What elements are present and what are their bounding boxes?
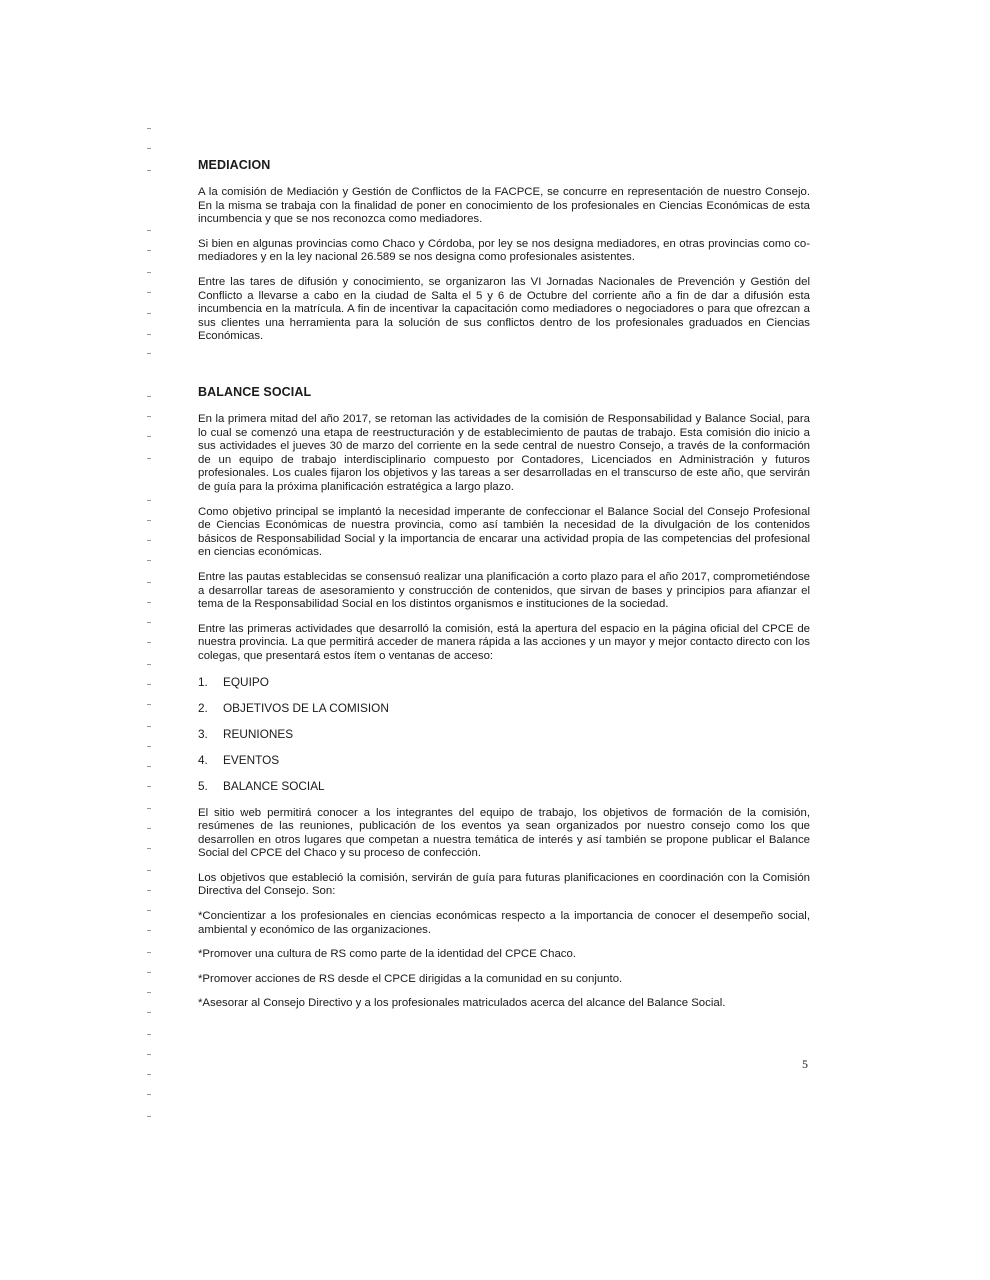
list-item-number: 3. (198, 726, 208, 741)
section-title-balance-social: BALANCE SOCIAL (198, 385, 312, 399)
section-mediacion (198, 158, 810, 344)
objective-item: *Concientizar a los profesionales en ciencias económicas respecto a la importancia de conocer el desempeño social, ambiental y económico de las organizaciones. (198, 910, 810, 936)
list-item (198, 753, 810, 779)
list-item-number: 1. (198, 674, 208, 689)
paragraph: Entre las tares de difusión y conocimiento, se organizaron las VI Jornadas Nacionales de Prevención y Gestión del Conflicto a llevarse a cabo en la ciudad de Salta el 5 y 6 de Octubre del corriente año a fin de dar a difusión esta incumbencia en la matrícula. A fin de incentivar la capacitación como mediadores o negociadores o para que ofrezcan a sus clientes una herramienta para la solución de sus conflictos dentro de los profesionales graduados en Ciencias Económicas. (198, 275, 810, 343)
objective-item: *Asesorar al Consejo Directivo y a los profesionales matriculados acerca del alcance del Balance Social. (198, 997, 726, 1010)
paragraph: Como objetivo principal se implantó la necesidad imperante de confeccionar el Balance Social del Consejo Profesional de Ciencias Económicas de nuestra provincia, como así también la necesidad de la divulgación de los contenidos básicos de Responsabilidad Social y la importancia de encarar una actividad propia de las competencias del profesional en ciencias económicas. (198, 505, 810, 559)
list-item (198, 779, 810, 805)
page-number: 5 (802, 1057, 808, 1071)
list-item-number: 2. (198, 700, 208, 715)
list-item (198, 675, 810, 701)
section-title-mediacion: MEDIACION (198, 158, 271, 172)
paragraph: A la comisión de Mediación y Gestión de Conflictos de la FACPCE, se concurre en representación de nuestro Consejo. En la misma se trabaja con la finalidad de poner en conocimiento de los profesionales en Ciencias Económicas de esta incumbencia y que se nos reconozca como mediadores. (198, 186, 810, 226)
paragraph: Entre las primeras actividades que desarrolló la comisión, está la apertura del espacio en la página oficial del CPCE de nuestra provincia. La que permitirá acceder de manera rápida a las acciones y un mayor y mejor contacto directo con los colegas, que presentará estos ítem o ventanas de acceso: (198, 622, 810, 662)
list-item-text: REUNIONES (223, 726, 294, 741)
list-item-number: 5. (198, 778, 208, 793)
list-item (198, 701, 810, 727)
list-item-number: 4. (198, 752, 208, 767)
list-item-text: EQUIPO (223, 674, 269, 689)
list-item-text: BALANCE SOCIAL (223, 778, 325, 793)
paragraph: Si bien en algunas provincias como Chaco y Córdoba, por ley se nos designa mediadores, en otras provincias como co-mediadores y en la ley nacional 26.589 se nos designa como profesionales asistentes. (198, 237, 810, 264)
objective-item: *Promover acciones de RS desde el CPCE dirigidas a la comunidad en su conjunto. (198, 972, 623, 985)
access-items-list (198, 675, 810, 805)
objective-item: *Promover una cultura de RS como parte de la identidad del CPCE Chaco. (198, 948, 576, 961)
list-item-text: OBJETIVOS DE LA COMISION (223, 700, 389, 715)
section-balance-social (198, 385, 810, 1022)
list-item (198, 727, 810, 753)
page-content (198, 158, 810, 1010)
list-item-text: EVENTOS (223, 752, 280, 767)
paragraph: Los objetivos que estableció la comisión, servirán de guía para futuras planificaciones en coordinación con la Comisión Directiva del Consejo. Son: (198, 871, 810, 898)
paragraph: Entre las pautas establecidas se consensuó realizar una planificación a corto plazo para el año 2017, comprometiéndose a desarrollar tareas de asesoramiento y construcción de contenidos, que sirvan de bases y principios para afianzar el tema de la Responsabilidad Social en los distintos organismos e instituciones de la sociedad. (198, 570, 810, 611)
paragraph: En la primera mitad del año 2017, se retoman las actividades de la comisión de Responsabilidad y Balance Social, para lo cual se comenzó una etapa de reestructuración y de establecimiento de pautas de trabajo. Esta comisión dio inicio a sus actividades el jueves 30 de marzo del corriente en la sede central de nuestro Consejo, a través de la conformación de un equipo de trabajo interdisciplinario compuesto por Contadores, Licenciados en Administración y futuros profesionales. Los cuales fijaron los objetivos y las tareas a ser desarrolladas en el transcurso de este año, que servirán de guía para la próxima planificación estratégica a largo plazo. (198, 413, 810, 493)
paragraph: El sitio web permitirá conocer a los integrantes del equipo de trabajo, los objetivos de formación de la comisión, resúmenes de las reuniones, publicación de los eventos ya sean organizados por nuestro consejo como los que desarrollen en otros lugares que competan a nuestra temática de interés y así también se propone publicar el Balance Social del CPCE del Chaco y su proceso de confección. (198, 806, 810, 860)
scan-margin-marks (143, 120, 155, 1130)
